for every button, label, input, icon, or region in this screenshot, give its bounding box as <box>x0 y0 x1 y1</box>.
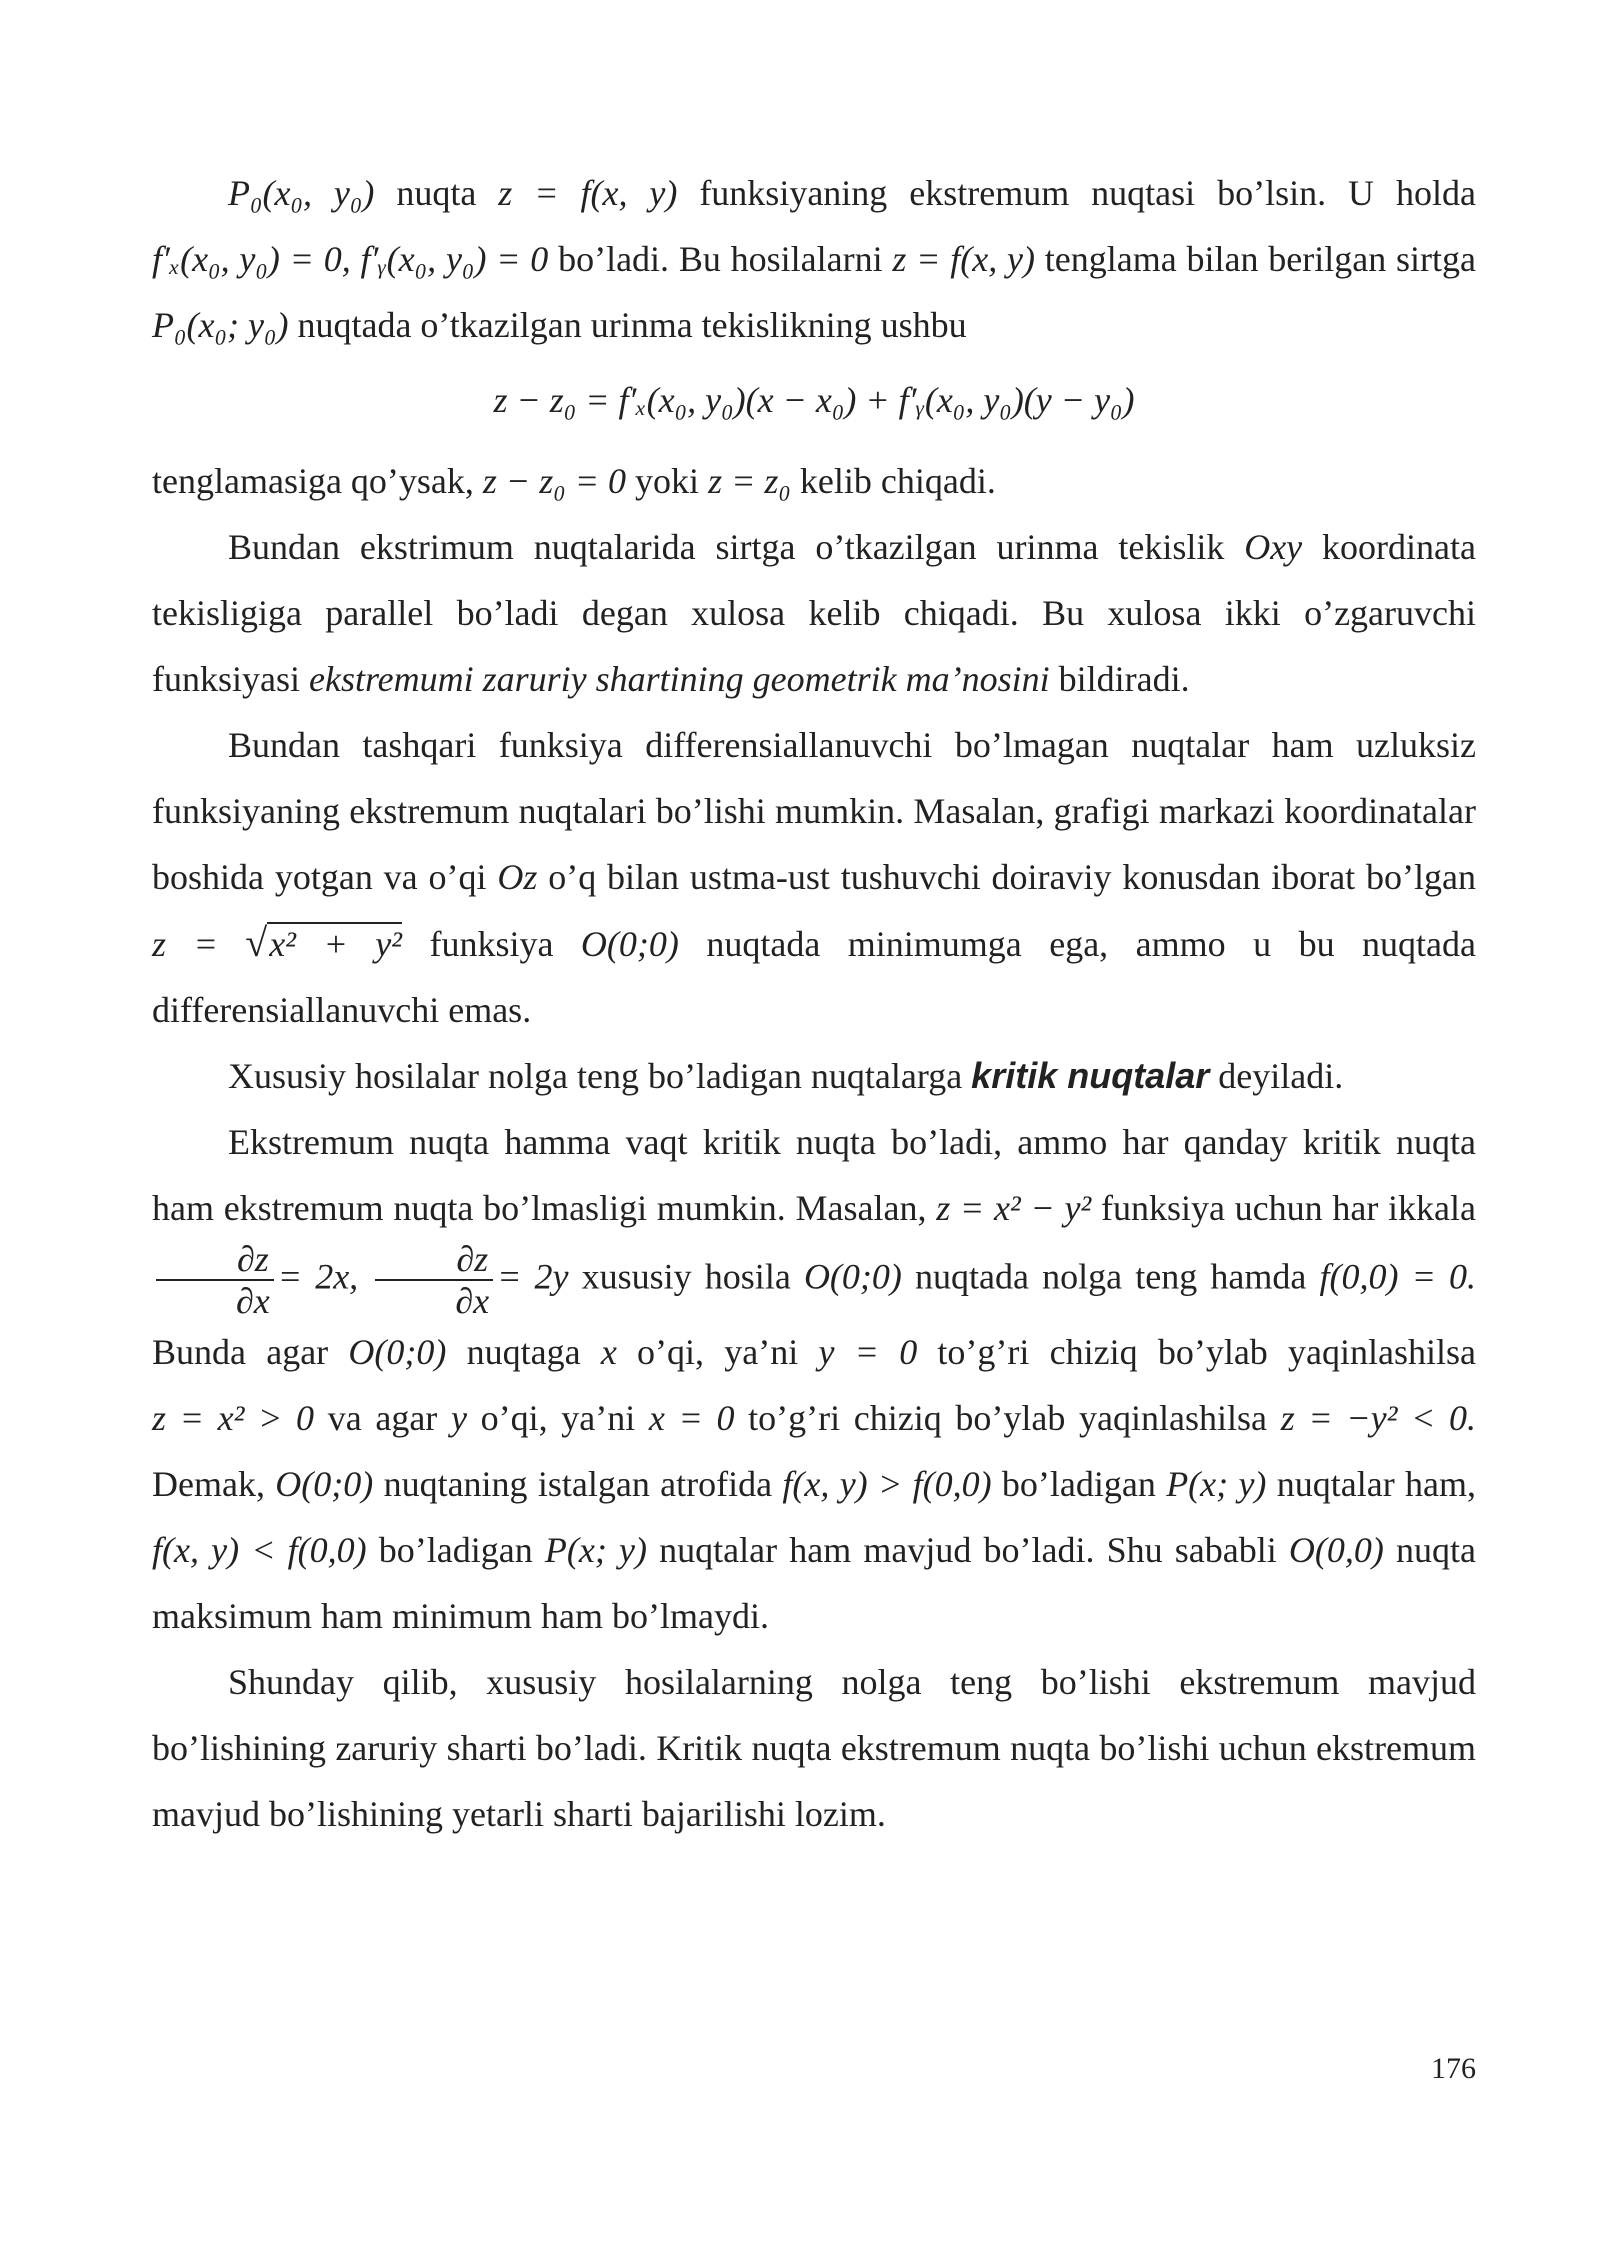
text: nuqtaning istalgan atrofida <box>373 1464 783 1504</box>
text: o’q bilan ustma-ust tushuvchi doiraviy konusdan iborat bo’lgan <box>537 857 1476 897</box>
fraction-dz-dx <box>375 1241 493 1319</box>
text: nuqtada minimumga ega, ammo u bu nuqtada differensiallanuvchi emas. <box>152 924 1476 1030</box>
math: z = z₀ <box>708 461 791 501</box>
math: f(x, y) < f(0,0) <box>152 1530 367 1570</box>
paragraph-4 <box>152 712 1476 1043</box>
text: o’qi, ya’ni <box>616 1332 819 1372</box>
fraction-numerator: ∂z <box>156 1241 274 1281</box>
math: z = <box>152 924 246 964</box>
math-z-f: z = f(x, y) <box>498 173 678 213</box>
math: x <box>600 1332 617 1372</box>
text: nuqtalar ham, <box>1266 1464 1476 1504</box>
page-body <box>152 160 1476 1847</box>
math-origin: O(0;0) <box>580 924 679 964</box>
math-cone-function <box>152 920 402 965</box>
paragraph-2 <box>152 448 1476 514</box>
math: y = 0 <box>818 1332 918 1372</box>
text: funksiya uchun har ikkala <box>1091 1188 1477 1228</box>
paragraph-1 <box>152 160 1476 358</box>
text: nuqtada nolga teng hamda <box>901 1256 1320 1297</box>
paragraph-3 <box>152 514 1476 712</box>
text: to’g’ri chiziq bo’ylab yaqinlashilsa <box>917 1332 1476 1372</box>
math-P0: P₀(x₀; y₀) <box>152 305 289 345</box>
math-P0: P₀(x₀, y₀) <box>228 173 375 213</box>
paragraph-6 <box>152 1109 1476 1649</box>
text: tenglamasiga qo’ysak, <box>152 461 483 501</box>
text: o’qi, ya’ni <box>466 1398 649 1438</box>
page-number: 176 <box>1431 2052 1476 2085</box>
text: kelib chiqadi. <box>790 461 996 501</box>
math: P(x; y) <box>544 1530 647 1570</box>
math-z-f: z = f(x, y) <box>892 239 1035 279</box>
math: f(0,0) = 0. <box>1319 1256 1476 1297</box>
text: bildiradi. <box>1049 659 1190 699</box>
text: nuqtaga <box>446 1332 601 1372</box>
math: O(0;0) <box>803 1256 902 1297</box>
math: z − z₀ = 0 <box>482 461 627 501</box>
text: yoki <box>626 461 709 501</box>
text: nuqtada o’tkazilgan urinma tekislikning ushbu <box>288 305 967 345</box>
text: xususiy hosila <box>568 1256 804 1297</box>
text: Demak, <box>152 1464 276 1504</box>
math: O(0,0) <box>1288 1530 1384 1570</box>
math-Oxy: Oxy <box>1244 527 1303 567</box>
emphasis: ekstremumi zaruriy shartining geometrik ma’nosini <box>309 659 1050 699</box>
text: bo’ladi. Bu hosilalarni <box>548 239 893 279</box>
text: nuqta maksimum ham minimum ham bo’lmaydi. <box>152 1530 1476 1636</box>
paragraph-7 <box>152 1649 1476 1847</box>
math: z = −y² < 0. <box>1280 1398 1476 1438</box>
text: to’g’ri chiziq bo’ylab yaqinlashilsa <box>734 1398 1281 1438</box>
fraction-numerator: ∂z <box>375 1241 493 1281</box>
math: y <box>450 1398 467 1438</box>
sqrt-sign: √ <box>245 920 268 965</box>
text: deyiladi. <box>1209 1056 1344 1096</box>
text: bo’ladigan <box>366 1530 545 1570</box>
math-Oz: Oz <box>497 857 538 897</box>
text: nuqtalar ham mavjud bo’ladi. Shu sababli <box>646 1530 1289 1570</box>
text: nuqta <box>374 173 499 213</box>
math: P(x; y) <box>1166 1464 1267 1504</box>
paragraph-5 <box>152 1043 1476 1109</box>
fraction-denominator: ∂x <box>455 1281 490 1321</box>
fraction-dz-dx <box>156 1241 274 1319</box>
fraction-denominator: ∂x <box>236 1281 270 1321</box>
tangent-plane-equation: z − z₀ = f′ₓ(x₀, y₀)(x − x₀) + f′ᵧ(x₀, y₀)(y − y₀) <box>493 380 1135 420</box>
math-partials-zero: f′ₓ(x₀, y₀) = 0, f′ᵧ(x₀, y₀) = 0 <box>152 239 549 279</box>
math: O(0;0) <box>275 1464 374 1504</box>
math: x = 0 <box>648 1398 735 1438</box>
text: Bundan tashqari funksiya differensiallanuvchi bo’lmagan nuqtalar ham uzluksiz funksiyaning ekstremum nuqtalari bo’lishi mumkin. Masalan, grafigi markazi koordinatalar boshida yotgan va o’qi <box>152 725 1476 897</box>
bold-term: kritik nuqtalar <box>971 1055 1210 1096</box>
text: Ekstremum nuqta hamma vaqt kritik nuqta bo’ladi, ammo har qanday kritik nuqta ham ekstremum nuqta bo’lmasligi mumkin. Masalan, <box>152 1122 1476 1228</box>
math: f(x, y) > f(0,0) <box>782 1464 992 1504</box>
radicand: x² + y² <box>269 924 402 964</box>
text: funksiya <box>401 924 581 964</box>
math: z = x² − y² <box>936 1188 1092 1228</box>
text: Xususiy hosilalar nolga teng bo’ladigan nuqtalarga <box>228 1056 972 1096</box>
text: funksiyaning ekstremum nuqtasi bo’lsin. U holda <box>677 173 1476 213</box>
math: z = x² > 0 <box>152 1398 315 1438</box>
text: tenglama bilan berilgan sirtga <box>1035 239 1476 279</box>
text: Shunday qilib, xususiy hosilalarning nolga teng bo’lishi ekstremum mavjud bo’lishining zaruriy sharti bo’ladi. Kritik nuqta ekstremum nuqta bo’lishi uchun ekstremum mavjud bo’lishining yetarli sharti bajarilishi lozim. <box>152 1662 1476 1834</box>
text: Bundan ekstrimum nuqtalarida sirtga o’tkazilgan urinma tekislik <box>228 527 1245 567</box>
text: koordinata tekisligiga parallel bo’ladi degan xulosa kelib chiqadi. Bu xulosa ikki o’zgaruvchi funksiyasi <box>152 527 1476 699</box>
text: va agar <box>314 1398 451 1438</box>
math: = 2y <box>497 1256 569 1297</box>
text: Bunda agar <box>152 1332 349 1372</box>
math: O(0;0) <box>348 1332 447 1372</box>
math: = 2x, <box>277 1256 359 1297</box>
text: bo’ladigan <box>991 1464 1167 1504</box>
